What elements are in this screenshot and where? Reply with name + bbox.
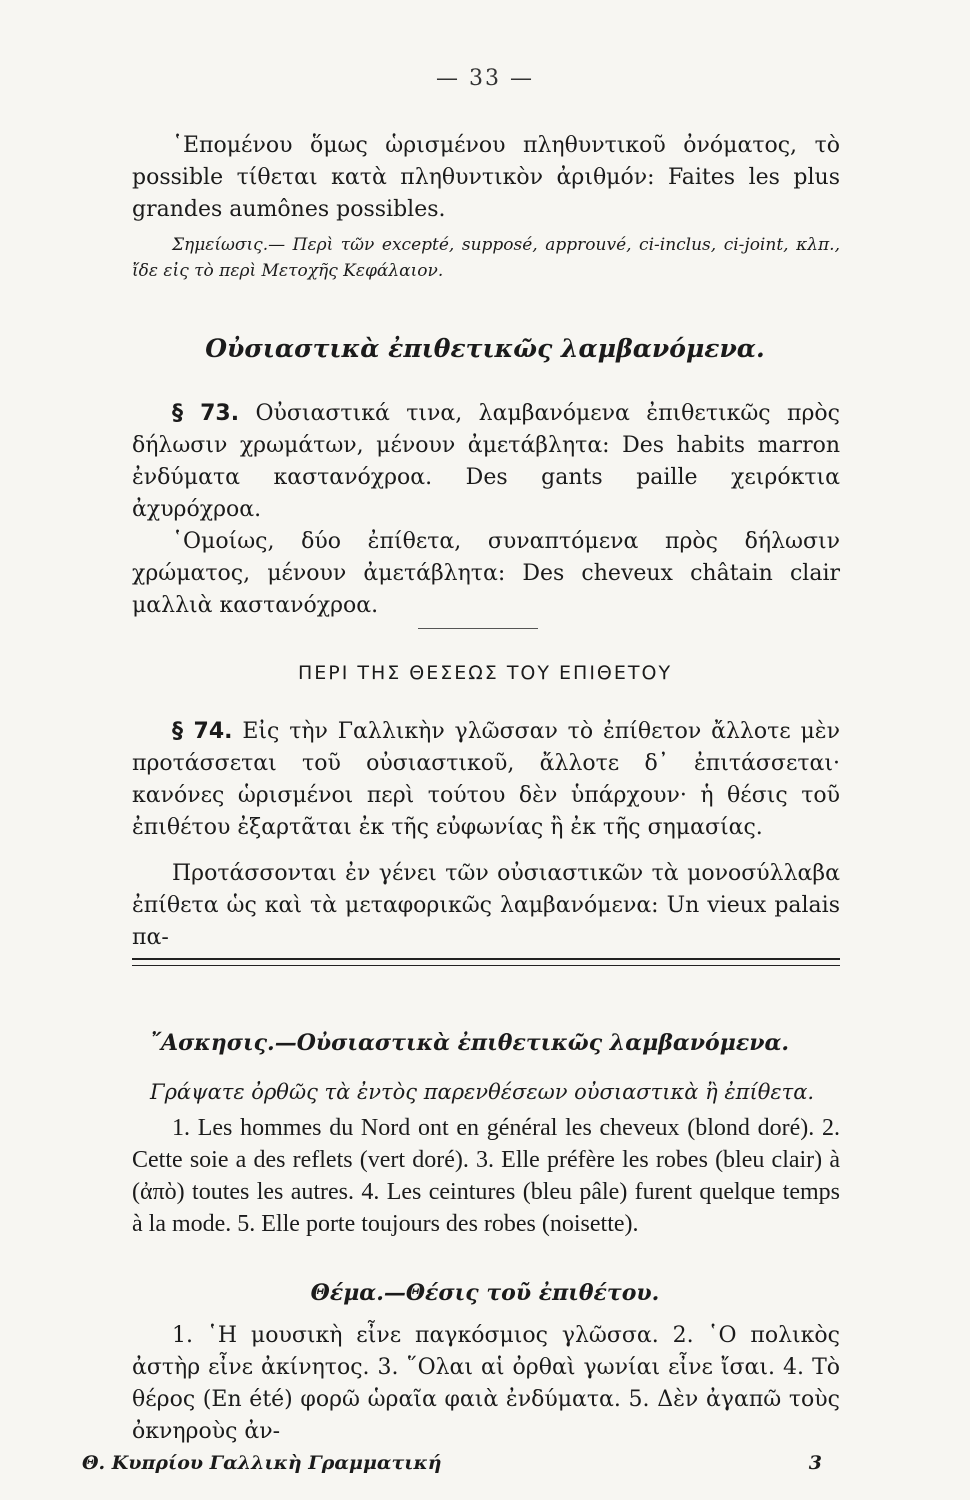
footer-title: Θ. Κυπρίου Γαλλικὴ Γραμματική (82, 1452, 442, 1474)
heading-position-of-adjective: ΠΕΡΙ ΤΗΣ ΘΕΣΕΩΣ ΤΟΥ ΕΠΙΘΕΤΟΥ (297, 662, 673, 684)
theme-title: Θέμα.—Θέσις τοῦ ἐπιθέτου. (310, 1280, 660, 1306)
section-74-text: Εἰς τὴν Γαλλικὴν γλῶσσαν τὸ ἐπίθετον ἄλλοτε μὲν προτάσσεται τοῦ οὐσιαστικοῦ, ἄλλοτε δ᾽ ἐπιτάσσεται· κανόνες ὡρισμένοι περὶ τούτου δὲν ὑπάρχουν· ἡ θέσις τοῦ ἐπιθέτου ἐξαρτᾶται ἐκ τῆς εὐφωνίας ἢ ἐκ τῆς σημασίας. (132, 719, 840, 840)
section-73-text: Οὐσιαστικά τινα, λαμβανόμενα ἐπιθετικῶς πρὸς δήλωσιν χρωμάτων, μένουν ἀμετάβλητα: Des habits marron ἐνδύματα καστανόχροα. Des gants paille χειρόκτια ἀχυρόχροα. (132, 401, 841, 522)
note-remark: Σημείωσις.— Περὶ τῶν excepté, supposé, approuvé, ci-inclus, ci-joint, κλπ., ἴδε εἰς τὸ περὶ Μετοχῆς Κεφάλαιον. (132, 235, 840, 281)
exercise-text: 1. Les hommes du Nord ont en général les cheveux (blond doré). 2. Cette soie a des reflets (vert doré). 3. Elle préfère les robes (bleu clair) à (ἀπὸ) toutes les autres. 4. Les ceintures (bleu pâle) furent quelque temps à la mode. 5. Elle porte toujours des robes (noisette). (132, 1115, 840, 1237)
short-divider (418, 628, 538, 629)
exercise-instruction: Γράψατε ὀρθῶς τὰ ἐντὸς παρενθέσεων οὐσιαστικὰ ἢ ἐπίθετα. (150, 1080, 815, 1104)
section-74-number: § 74. (172, 719, 233, 744)
page-number: — 33 — (436, 66, 534, 91)
footer (82, 1452, 822, 1474)
theme-text: 1. ῾Η μουσικὴ εἶνε παγκόσμιος γλῶσσα. 2. ῾Ο πολικὸς ἀστὴρ εἶνε ἀκίνητος. 3. ῞Ολαι αἱ ὀρθαὶ γωνίαι εἶνε ἴσαι. 4. Τὸ θέρος (En été) φορῶ ὡραῖα φαιὰ ἐνδύματα. 5. Δὲν ἀγαπῶ τοὺς ὀκνηροὺς ἀν- (132, 1323, 840, 1444)
section-74 (132, 716, 840, 844)
footer-signature-number: 3 (808, 1452, 822, 1474)
section-73-paragraph-2: ῾Ομοίως, δύο ἐπίθετα, συναπτόμενα πρὸς δήλωσιν χρώματος, μένουν ἀμετάβλητα: Des cheveux châtain clair μαλλιὰ καστανόχροα. (132, 529, 840, 618)
exercise-title: ῎Ασκησις.—Οὐσιαστικὰ ἐπιθετικῶς λαμβανόμενα. (150, 1030, 790, 1056)
section-74-paragraph-2: Προτάσσονται ἐν γένει τῶν οὐσιαστικῶν τὰ μονοσύλλαβα ἐπίθετα ὡς καὶ τὰ μεταφορικῶς λαμβανόμενα: Un vieux palais πα- (132, 861, 840, 950)
heading-nouns-as-adjectives: Οὐσιαστικὰ ἐπιθετικῶς λαμβανόμενα. (205, 334, 765, 363)
double-divider (132, 958, 840, 966)
paragraph-possible: ῾Επομένου ὅμως ὡρισμένου πληθυντικοῦ ὀνόματος, τὸ possible τίθεται κατὰ πληθυντικὸν ἀριθμόν: Faites les plus grandes aumônes possibles. (132, 133, 840, 222)
section-73 (132, 398, 840, 526)
section-73-number: § 73. (172, 401, 240, 426)
